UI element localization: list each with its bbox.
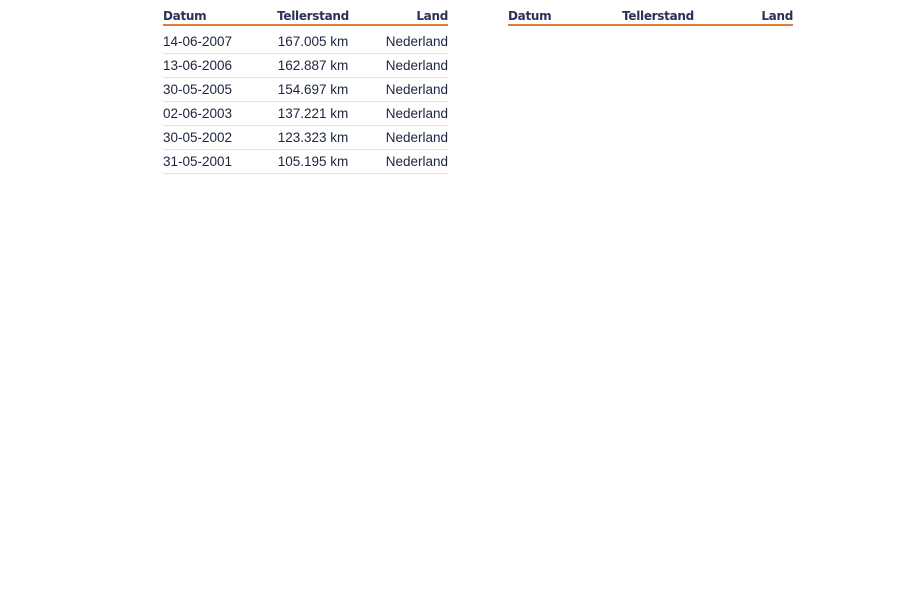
- table-body: [163, 26, 448, 174]
- cell-date: 13-06-2006: [163, 57, 233, 73]
- table-row: [163, 54, 448, 78]
- cell-date: 14-06-2007: [163, 33, 233, 49]
- cell-odometer: 167.005 km: [277, 33, 349, 49]
- cell-date: 30-05-2002: [163, 129, 233, 145]
- table-header: [163, 6, 448, 26]
- cell-country: Nederland: [385, 153, 448, 169]
- cell-odometer: 154.697 km: [277, 81, 349, 97]
- cell-odometer: 137.221 km: [277, 105, 349, 121]
- column-header-odometer: Tellerstand: [622, 9, 694, 23]
- cell-country: Nederland: [385, 33, 448, 49]
- column-header-odometer: Tellerstand: [277, 9, 349, 23]
- table-row: [163, 126, 448, 150]
- column-header-country: Land: [416, 9, 448, 23]
- table-row: [163, 150, 448, 174]
- table-header: [508, 6, 793, 26]
- cell-date: 30-05-2005: [163, 81, 233, 97]
- column-header-country: Land: [761, 9, 793, 23]
- odometer-table-left: [163, 6, 448, 174]
- column-header-date: Datum: [508, 9, 552, 23]
- table-row: [163, 30, 448, 54]
- cell-country: Nederland: [385, 81, 448, 97]
- cell-country: Nederland: [385, 57, 448, 73]
- cell-date: 02-06-2003: [163, 105, 233, 121]
- odometer-table-right: [508, 6, 793, 26]
- cell-odometer: 123.323 km: [277, 129, 349, 145]
- cell-country: Nederland: [385, 129, 448, 145]
- cell-odometer: 105.195 km: [277, 153, 349, 169]
- cell-odometer: 162.887 km: [277, 57, 349, 73]
- cell-date: 31-05-2001: [163, 153, 233, 169]
- table-row: [163, 102, 448, 126]
- cell-country: Nederland: [385, 105, 448, 121]
- column-header-date: Datum: [163, 9, 207, 23]
- table-row: [163, 78, 448, 102]
